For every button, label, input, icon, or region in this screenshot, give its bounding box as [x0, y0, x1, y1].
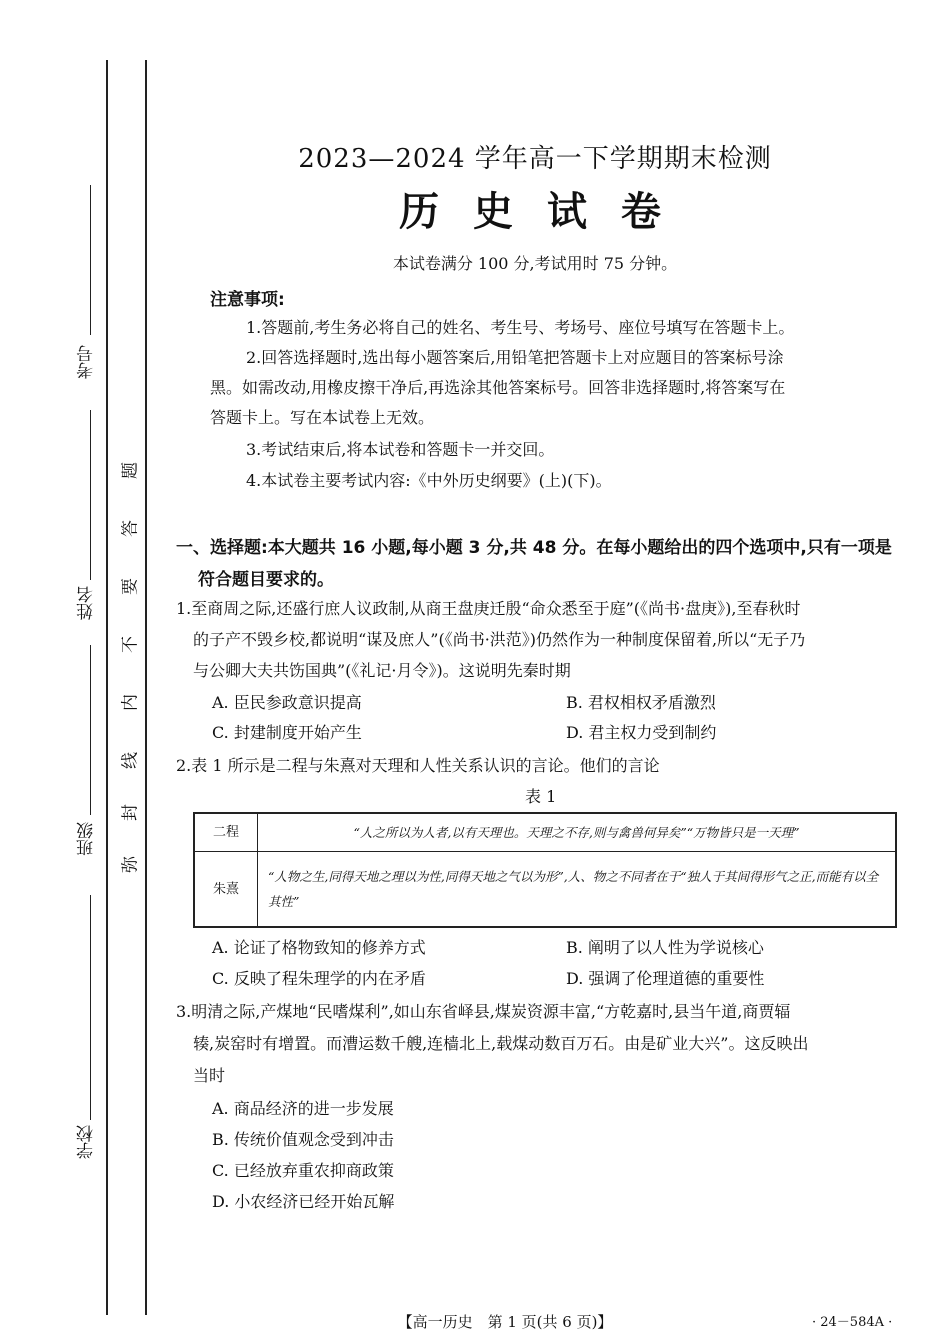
exam-no-label: 考号 [77, 345, 97, 379]
q2-stem: 2.表 1 所示是二程与朱熹对天理和人性关系认识的言论。他们的言论 [176, 756, 660, 775]
q1-stem-line: 1.至商周之际,还盛行庶人议政制,从商王盘庚迁殷“命众悉至于庭”(《尚书·盘庚》),至春秋时 [176, 599, 801, 618]
q1-option-b: B. 君权相权矛盾激烈 [566, 693, 716, 712]
q1-stem-line: 与公卿大夫共饬国典”(《礼记·月令》)。这说明先秦时期 [193, 661, 571, 680]
q1-option-a: A. 臣民参政意识提高 [212, 693, 362, 712]
page-footer: 【高一历史 第 1 页(共 6 页)】 [397, 1313, 613, 1331]
seal-char: 线 [120, 752, 141, 769]
notice-line: 3.考试结束后,将本试卷和答题卡一并交回。 [246, 440, 555, 459]
q2-option-b: B. 阐明了以人性为学说核心 [566, 938, 764, 957]
margin-line-inner [145, 60, 147, 1315]
seal-char: 不 [120, 636, 141, 653]
q2-table [193, 812, 897, 928]
notice-line: 黑。如需改动,用橡皮擦干净后,再选涂其他答案标号。回答非选择题时,将答案写在 [210, 378, 786, 397]
seal-char: 答 [120, 520, 141, 537]
exam-year-title: 2023—2024 学年高一下学期期末检测 [298, 144, 772, 174]
q3-stem-line: 当时 [193, 1066, 226, 1085]
notice-line: 答题卡上。写在本试卷上无效。 [210, 408, 435, 427]
exam-code: · 24－584A · [812, 1315, 893, 1330]
school-underline [90, 895, 91, 1120]
table-row [194, 852, 896, 928]
exam-intro: 本试卷满分 100 分,考试用时 75 分钟。 [392, 254, 678, 273]
notice-line: 2.回答选择题时,选出每小题答案后,用铅笔把答题卡上对应题目的答案标号涂 [246, 348, 784, 367]
q3-option-a: A. 商品经济的进一步发展 [212, 1099, 394, 1118]
class-label: 班级 [77, 822, 97, 856]
class-underline [90, 645, 91, 815]
q1-stem-line: 的子产不毁乡校,都说明“谋及庶人”(《尚书·洪范》)仍然作为一种制度保留着,所以“无子乃 [193, 630, 806, 649]
subject-title: 历 史 试 卷 [399, 189, 671, 235]
table-cell-who: 二程 [194, 813, 258, 852]
section-heading [176, 532, 906, 596]
name-underline [90, 410, 91, 580]
q3-option-c: C. 已经放弃重农抑商政策 [212, 1161, 394, 1180]
seal-char: 题 [120, 462, 141, 479]
name-label: 姓名 [77, 586, 97, 620]
table-cell-who: 朱熹 [194, 852, 258, 928]
q2-option-d: D. 强调了伦理道德的重要性 [566, 969, 765, 988]
table-cell-text: “人之所以为人者,以有天理也。天理之不存,则与禽兽何异矣”“万物皆只是一天理” [258, 813, 897, 852]
seal-char: 封 [120, 804, 141, 821]
q2-option-c: C. 反映了程朱理学的内在矛盾 [212, 969, 426, 988]
section-heading-line2: 符合题目要求的。 [198, 570, 334, 590]
q3-option-d: D. 小农经济已经开始瓦解 [212, 1192, 395, 1211]
q1-option-d: D. 君主权力受到制约 [566, 723, 717, 742]
q3-stem-line: 3.明清之际,产煤地“民嗜煤利”,如山东省峄县,煤炭资源丰富,“方乾嘉时,县当午道,商贾辐 [176, 1002, 791, 1021]
q3-stem-line: 辏,炭窑时有增置。而漕运数千艘,连樯北上,载煤动数百万石。由是矿业大兴”。这反映出 [193, 1034, 809, 1053]
margin-line-outer [106, 60, 108, 1315]
seal-char: 内 [120, 694, 141, 711]
table-cell-text: “人物之生,同得天地之理以为性,同得天地之气以为形”,人、物之不同者在于“独人于其间得形气之正,而能有以全其性” [258, 852, 897, 928]
table-row [194, 813, 896, 852]
q1-option-c: C. 封建制度开始产生 [212, 723, 362, 742]
seal-char: 要 [120, 578, 141, 595]
seal-char: 弥 [120, 856, 141, 873]
q3-option-b: B. 传统价值观念受到冲击 [212, 1130, 394, 1149]
notice-line: 4.本试卷主要考试内容:《中外历史纲要》(上)(下)。 [246, 471, 612, 490]
notice-heading: 注意事项: [210, 290, 285, 310]
table-caption: 表 1 [525, 787, 557, 806]
school-label: 学校 [77, 1125, 97, 1159]
section-heading-line1: 一、选择题:本大题共 16 小题,每小题 3 分,共 48 分。在每小题给出的四个选项中,只有一项是 [176, 538, 892, 558]
notice-line: 1.答题前,考生务必将自己的姓名、考生号、考场号、座位号填写在答题卡上。 [246, 318, 795, 337]
q2-option-a: A. 论证了格物致知的修养方式 [212, 938, 426, 957]
